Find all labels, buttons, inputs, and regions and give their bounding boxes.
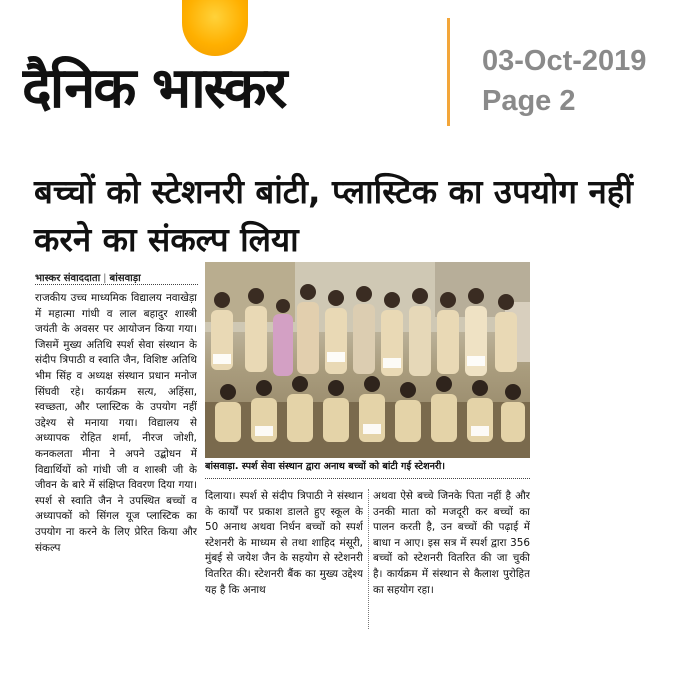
caption-rule: [205, 478, 530, 479]
byline: [35, 270, 141, 284]
group-photo-illustration: [205, 262, 530, 458]
reporter-name: भास्कर संवाददाता: [35, 273, 101, 284]
byline-rule: [35, 284, 198, 285]
article-headline: बच्चों को स्टेशनरी बांटी, प्लास्टिक का उपयोग नहीं करने का संकल्प लिया: [34, 172, 633, 259]
newspaper-masthead: दैनिक भास्कर: [22, 56, 286, 121]
photo-caption: बांसवाड़ा. स्पर्श सेवा संस्थान द्वारा अनाथ बच्चों को बांटी गई स्टेशनरी।: [205, 461, 445, 472]
sun-logo-icon: [182, 0, 248, 56]
page-number: Page 2: [482, 85, 576, 117]
edition-date: 03-Oct-2019: [482, 45, 647, 77]
column-divider: [368, 489, 369, 629]
masthead-divider: [447, 18, 450, 126]
article-column-2: दिलाया। स्पर्श से संदीप त्रिपाठी ने संस्थान के कार्यों पर प्रकाश डालते हुए स्कूल के 50 अनाथ अथवा निर्धन बच्चों को स्पर्श स्टेशनरी के माध्यम से तथा शाहिद मंसूरी, मुंबई से जयेश जैन के सहयोग से स्टेशनरी वितरित की। स्टेशनरी बैंक का मुख्य उद्देश्य यह है कि अनाथ: [205, 490, 363, 596]
byline-separator: |: [103, 273, 107, 284]
news-photo: [205, 262, 530, 458]
dateline-location: बांसवाड़ा: [109, 273, 141, 284]
article-column-1: राजकीय उच्च माध्यमिक विद्यालय नवाखेड़ा में महात्मा गांधी व लाल बहादुर शास्त्री जयंती के अवसर पर आयोजन किया गया। जिसमें मुख्य अतिथि स्पर्श सेवा संस्थान के संदीप त्रिपाठी व स्वाति जैन, विशिष्ट अतिथि भीम सिंह व अध्यक्ष संस्थान प्रधान मनोज सिंघवी रहे। कार्यक्रम सत्य, अहिंसा, स्वच्छता, और प्लास्टिक के उपयोग नहीं उद्देश्य से मनाया गया। विद्यालय से अध्यापक रोहित शर्मा, नीरज जोशी, कनकलता मीना ने अपने उद्बोधन में विद्यार्थियों को गांधी जी व शास्त्री जी के जीवन के बारे में संक्षिप्त विवरण दिया गया। स्पर्श से स्वाति जैन ने उपस्थित बच्चों व अध्यापकों को सिंगल यूज प्लास्टिक का उपयोग ना करने के लिए प्रेरित किया और संकल्प: [35, 292, 197, 554]
article-column-3: अथवा ऐसे बच्चे जिनके पिता नहीं है और उनकी माता को मजदूरी कर बच्चों का पालन करती है, उन बच्चों की पढ़ाई में बाधा न आए। इस सत्र में स्पर्श द्वारा 356 बच्चों को स्टेशनरी वितरित की जा चुकी है। कार्यक्रम में संस्थान से कैलाश पुरोहित का सहयोग रहा।: [373, 490, 530, 596]
